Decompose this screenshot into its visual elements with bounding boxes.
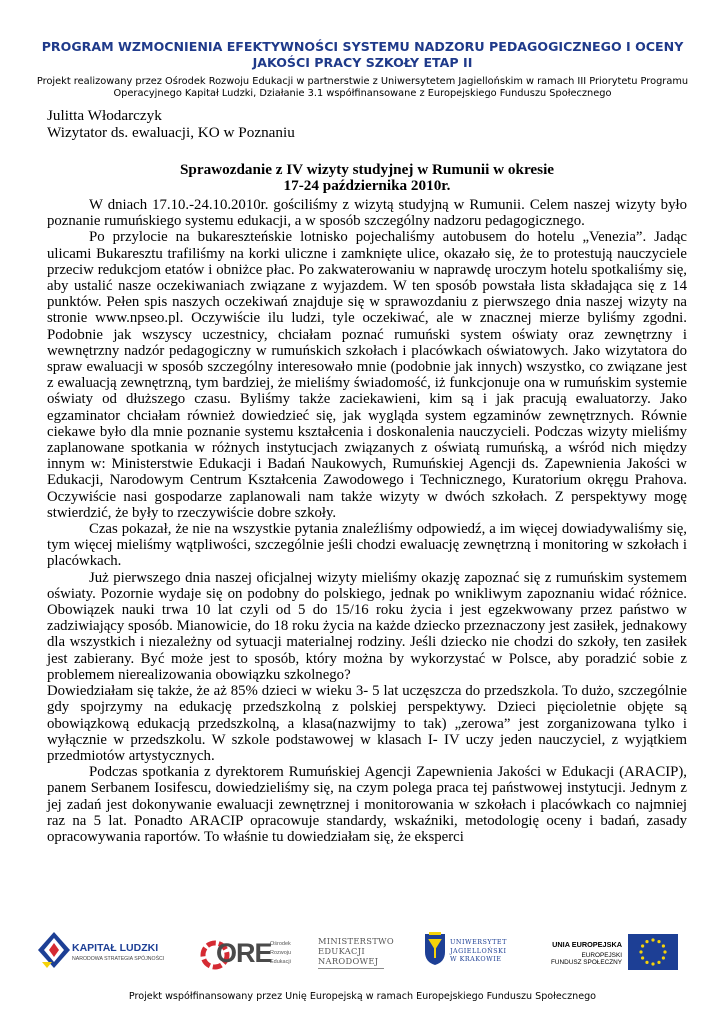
uj-crest-icon (424, 932, 446, 966)
ore-logo (200, 928, 310, 984)
ministry-line-1: MINISTERSTWO (318, 936, 394, 946)
author-block (47, 108, 687, 141)
ore-line-2: Rozwoju (270, 950, 292, 956)
kapital-ludzki-icon (38, 932, 70, 968)
paragraph: W dniach 17.10.-24.10.2010r. gościliśmy z wizytą studyjną w Rumunii. Celem naszej wizyty było poznanie rumuńskiego systemu edukacji, a w sposób szczególny nadzoru pedagogicznego. (47, 197, 687, 230)
eu-logo (540, 928, 695, 984)
ore-line-1: Ośrodek (270, 941, 291, 947)
uj-line-1: UNIWERSYTET (450, 938, 507, 946)
report-title (47, 162, 687, 194)
project-subtitle: Projekt realizowany przez Ośrodek Rozwoju Edukacji w partnerstwie z Uniwersytetem Jagiellońskim w ramach III Priorytetu Programu Operacyjnego Kapitał Ludzki, Działanie 3.1 współfinansowane z Europejskiego Funduszu Społecznego (36, 76, 689, 99)
report-title-line2: 17-24 października 2010r. (283, 177, 451, 194)
report-title-line1: Sprawozdanie z IV wizyty studyjnej w Rumunii w okresie (179, 161, 555, 178)
paragraph: Po przylocie na bukareszteńskie lotnisko pojechaliśmy autobusem do hotelu „Venezia”. Jadąc ulicami Bukaresztu trafiliśmy na korki uliczne i zamknięte ulice, okazało się, że to protestują nauczyciele przeciw redukcjom etatów i obniżce płac. Po zakwaterowaniu w naprawdę uroczym hotelu spotkaliśmy się, aby ustalić nasze oczekiwaniach związane z wyjazdem. W ten sposób powstała lista składająca się z 14 punktów. Pełen spis naszych oczekiwań znajduje się w sprawozdaniu z pierwszego dnia naszej wizyty na stronie www.npseo.pl. Oczywiście ilu ludzi, tyle oczekiwać, ale w znacznej mierze byliśmy zgodni. Podobnie jak wszyscy uczestnicy, chciałam poznać rumuński system oświaty oraz zewnętrzny i wewnętrzny nadzór pedagogiczny w rumuńskich szkołach i placówkach oświatowych. Jako wizytatora do spraw ewaluacji w sposób szczególny interesowało mnie (podobnie jak innych) wszystko, co związane jest z ewaluacją zewnętrzną, tym bardziej, że mieliśmy świadomość, iż funkcjonuje ona w rumuńskim systemie oświaty od dłuższego czasu. Byliśmy także zaciekawieni, kim są i jak pracują ewaluatorzy. Jako egzaminator chciałam również dowiedzieć się, jak wygląda system egzaminów zewnętrznych. Równie ciekawe było dla mnie poznanie systemu kształcenia i doskonalenia nauczycieli. Podczas wizyty mieliśmy zaplanowane spotkania w różnych instytucjach związanych z oświatą rumuńską, a wśród nich między innym w: Ministerstwie Edukacji i Badań Naukowych, Rumuńskiej Agencji ds. Zapewnienia Jakości w Edukacji, Narodowym Centrum Kształcenia Zawodowego i Technicznego, Kuratorium okręgu Prahova. Oczywiście nasi gospodarze zaplanowali nam także wizyty w dwóch szkołach. Z perspektywy mogę stwierdzić, że były to rzeczywiście dobre szkoły. (47, 229, 687, 521)
kapital-ludzki-tagline: NARODOWA STRATEGIA SPÓJNOŚCI (72, 956, 165, 962)
report-body (47, 197, 687, 845)
ministry-line-2: EDUKACJI (318, 946, 365, 956)
ore-line-3: Edukacji (270, 959, 291, 965)
eu-line-2: FUNDUSZ SPOŁECZNY (550, 959, 622, 966)
kapital-ludzki-name: KAPITAŁ LUDZKI (72, 942, 159, 954)
paragraph: Czas pokazał, że nie na wszystkie pytania znaleźliśmy odpowiedź, a im więcej dowiadywaliśmy się, tym więcej mieliśmy wątpliwości, szczególnie jeśli chodzi ewaluację zewnętrzną i monitoring w szkołach i placówkach. (47, 521, 687, 570)
author-role: Wizytator ds. ewaluacji, KO w Poznaniu (47, 123, 295, 141)
uj-logo (424, 928, 534, 984)
eu-title: UNIA EUROPEJSKA (552, 940, 622, 949)
footer-note: Projekt współfinansowany przez Unię Europejską w ramach Europejskiego Funduszu Społecznego (128, 991, 597, 1002)
paragraph: Podczas spotkania z dyrektorem Rumuńskiej Agencji Zapewnienia Jakości w Edukacji (ARACIP), panem Serbanem Iosifescu, dowiedzieliśmy się, na czym polega praca tej państwowej instytucji. Jednym z jej zadań jest dokonywanie ewaluacji zewnętrznej i monitorowania w szkołach i placówkach co najmniej raz na 5 lat. Ponadto ARACIP opracowuje standardy, wskaźniki, metodologię oceny i badań, zasady opracowywania raportów. To właśnie tu dowiedziałam się, że eksperci (47, 764, 687, 845)
eu-line-1: EUROPEJSKI (581, 952, 622, 959)
program-title: PROGRAM WZMOCNIENIA EFEKTYWNOŚCI SYSTEMU NADZORU PEDAGOGICZNEGO I OCENY JAKOŚCI PRACY SZKOŁY ETAP II (41, 39, 684, 70)
ministry-line-3: NARODOWEJ (318, 956, 379, 966)
paragraph: Już pierwszego dnia naszej oficjalnej wizyty mieliśmy okazję zapoznać się z rumuńskim systemem oświaty. Pozornie wydaje się on podobny do polskiego, jednak po wnikliwym zapoznaniu widać różnice. Obowiązek nauki trwa 10 lat czyli od 5 do 15/16 roku życia i jest egzekwowany przez państwo w zadziwiający sposób. Mianowicie, do 18 roku życia na każde dziecko przeznaczony jest zasiłek, jednakowy dla wszystkich i niezależny od sytuacji materialnej rodziny. Jeśli dziecko nie chodzi do szkoły, ten zasiłek jest zabierany. Być może jest to sposób, który można by wykorzystać w Polsce, aby poradzić sobie z problemem nierealizowania obowiązku szkolnego? (47, 569, 687, 683)
author-name: Julitta Włodarczyk (47, 107, 162, 124)
eu-flag-icon (628, 934, 678, 970)
kapital-ludzki-logo (38, 928, 188, 984)
uj-line-3: W KRAKOWIE (450, 955, 502, 963)
ore-mark: ORE (216, 938, 272, 968)
logo-strip (30, 928, 695, 988)
uj-line-2: JAGIELLOŃSKI (450, 946, 507, 955)
ministry-logo (318, 928, 398, 984)
paragraph: Dowiedziałam się także, że aż 85% dzieci w wieku 3- 5 lat uczęszcza do przedszkola. To dużo, szczególnie gdy spojrzymy na edukację przedszkolną z polskiej perspektywy. Dzieci pięcioletnie objęte są obowiązkową edukacją przedszkolną, a klasa(nazwijmy to tak) „zerowa” jest zorganizowana tylko i wyłącznie w przedszkolu. W szkole podstawowej w klasach I- IV uczy jeden nauczyciel, z wyjątkiem przedmiotów artystycznych. (47, 683, 687, 764)
